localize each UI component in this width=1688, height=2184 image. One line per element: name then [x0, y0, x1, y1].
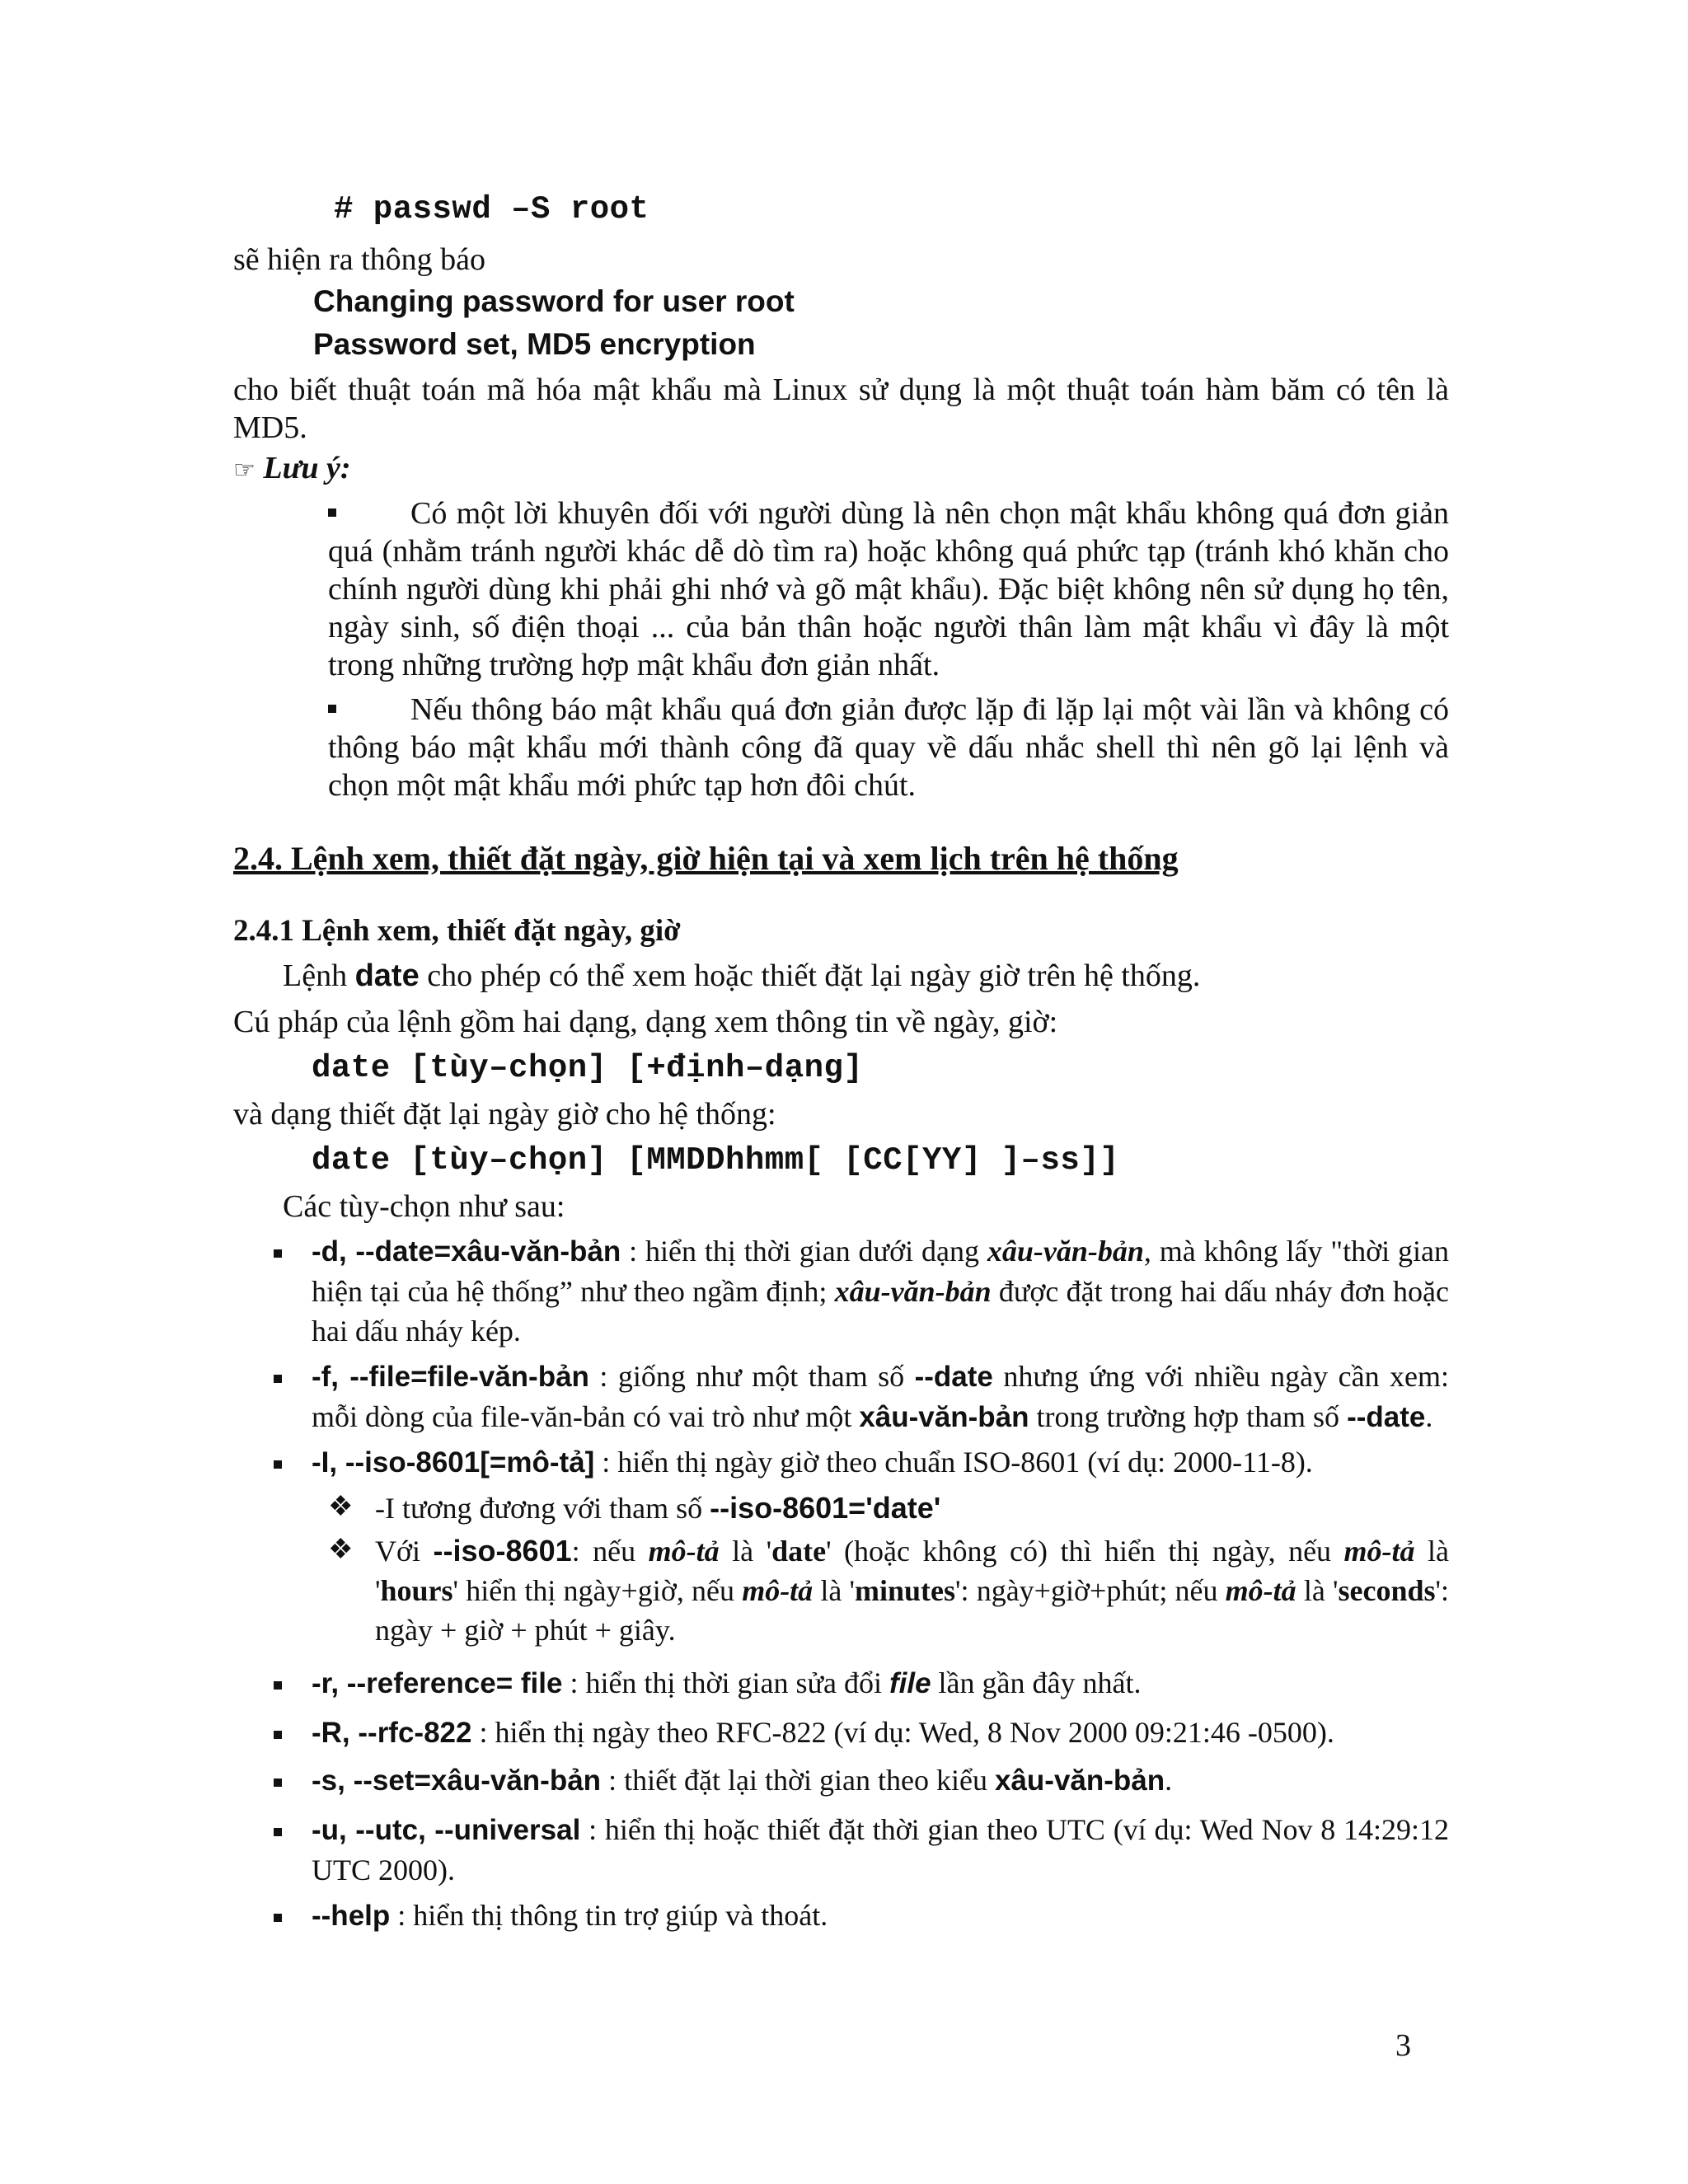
option-text: : hiển thị thời gian sửa đổi — [562, 1666, 889, 1699]
sub-item-iso-1 — [375, 1488, 1449, 1528]
sub-emphasis: mô-tả — [742, 1574, 814, 1607]
option-key: -d, --date=xâu-văn-bản — [312, 1235, 621, 1268]
option-emphasis: xâu-văn-bản — [834, 1275, 992, 1308]
option-file — [312, 1357, 1449, 1437]
option-utc — [312, 1810, 1449, 1890]
sub-text: ' hiển thị ngày+giờ, nếu — [452, 1574, 743, 1607]
sub-item-iso-2 — [375, 1531, 1449, 1650]
date-command: date — [354, 958, 420, 993]
square-bullet-icon — [328, 705, 336, 713]
note-item-text: Nếu thông báo mật khẩu quá đơn giản được lặp đi lặp lại một vài lần và không có thông báo mật khẩu mới thành công đã quay về dấu nhắc shell thì nên gõ lại lệnh và chọn một mật khẩu mới phức tạp hơn đôi chút. — [328, 692, 1449, 803]
subsection-heading-2-4-1: 2.4.1 Lệnh xem, thiết đặt ngày, giờ — [233, 914, 681, 948]
diamond-bullet-icon: ❖ — [328, 1492, 354, 1522]
option-set — [312, 1760, 1449, 1801]
option-text: : hiển thị thời gian dưới dạng — [621, 1235, 987, 1268]
option-key: --iso-8601='date' — [710, 1491, 941, 1525]
option-text: nhưng ứng với nhiều ngày cần xem: mỗi dòng của file-văn-bản có vai trò như một — [312, 1360, 1449, 1433]
option-text: . — [1425, 1400, 1433, 1433]
note-heading — [233, 450, 351, 486]
sub-text: ': ngày + giờ + phút + giây. — [375, 1574, 1450, 1647]
square-bullet-icon — [274, 1460, 282, 1469]
square-bullet-icon — [274, 1779, 282, 1787]
sub-text: -I tương đương với tham số — [375, 1492, 710, 1525]
sub-emphasis: mô-tả — [1343, 1535, 1415, 1568]
intro-text: cho phép có thể xem hoặc thiết đặt lại ngày giờ trên hệ thống. — [419, 958, 1201, 993]
square-bullet-icon — [274, 1681, 282, 1690]
option-text: : hiển thị thông tin trợ giúp và thoát. — [390, 1899, 828, 1932]
option-reference — [312, 1663, 1449, 1704]
sub-text: Với — [375, 1535, 434, 1568]
square-bullet-icon — [274, 1731, 282, 1739]
sub-emphasis: mô-tả — [648, 1535, 720, 1568]
sub-emphasis: date — [771, 1535, 827, 1568]
option-key: -I, --iso-8601[=mô-tả] — [312, 1446, 595, 1479]
option-date — [312, 1231, 1449, 1351]
sub-text: ' (hoặc không có) thì hiển thị ngày, nếu — [826, 1535, 1344, 1568]
sub-text: là ' — [719, 1535, 772, 1568]
option-text: được đặt trong hai dấu nháy đơn hoặc hai dấu nháy kép. — [312, 1275, 1450, 1347]
intro-line — [283, 958, 1200, 994]
syntax-intro: Cú pháp của lệnh gồm hai dạng, dạng xem thông tin về ngày, giờ: — [233, 1005, 1058, 1039]
option-help — [312, 1896, 1449, 1936]
sub-emphasis: mô-tả — [1225, 1574, 1296, 1607]
output-line-2: Password set, MD5 encryption — [313, 327, 756, 361]
pointing-hand-icon: ☞ — [233, 456, 256, 485]
square-bullet-icon — [274, 1914, 282, 1922]
diamond-bullet-icon: ❖ — [328, 1535, 354, 1565]
option-key: xâu-văn-bản — [995, 1765, 1165, 1797]
option-iso-8601 — [312, 1442, 1449, 1483]
option-key: -R, --rfc-822 — [312, 1717, 472, 1749]
text-line: sẽ hiện ra thông báo — [233, 242, 486, 277]
option-text: . — [1165, 1764, 1173, 1797]
square-bullet-icon — [274, 1375, 282, 1383]
option-key: -u, --utc, --universal — [312, 1814, 581, 1846]
sub-text: là ' — [375, 1535, 1450, 1607]
option-key: -s, --set=xâu-văn-bản — [312, 1765, 602, 1797]
option-text: : hiển thị hoặc thiết đặt thời gian theo UTC (ví dụ: Wed Nov 8 14:29:12 UTC 2000). — [312, 1813, 1449, 1886]
option-key: file — [889, 1667, 931, 1699]
sub-emphasis: hours — [380, 1574, 453, 1607]
option-emphasis: xâu-văn-bản — [987, 1235, 1144, 1268]
option-text: lần gần đây nhất. — [931, 1666, 1142, 1699]
sub-emphasis: seconds — [1338, 1574, 1436, 1607]
syntax-set-intro: và dạng thiết đặt lại ngày giờ cho hệ thống: — [233, 1097, 776, 1132]
option-key: --date — [914, 1361, 993, 1393]
page-number: 3 — [1395, 2028, 1411, 2063]
note-item-text: Có một lời khuyên đối với người dùng là nên chọn mật khẩu không quá đơn giản quá (nhằm tránh người khác dễ dò tìm ra) hoặc không quá phức tạp (tránh khó khăn cho chính người dùng khi phải ghi nhớ và gõ mật khẩu). Đặc biệt không nên sử dụng họ tên, ngày sinh, số điện thoại ... của bản thân hoặc người thân làm mật khẩu vì đây là một trong những trường hợp mật khẩu đơn giản nhất. — [328, 496, 1449, 682]
option-key: --help — [312, 1900, 391, 1932]
option-key: --date — [1347, 1401, 1426, 1433]
code-syntax-view: date [tùy–chọn] [+định–dạng] — [312, 1050, 864, 1086]
sub-text: : nếu — [571, 1535, 649, 1568]
option-rfc-822 — [312, 1713, 1449, 1753]
option-text: trong trường hợp tham số — [1029, 1400, 1348, 1433]
sub-text: là ' — [1296, 1574, 1339, 1607]
paragraph-md5: cho biết thuật toán mã hóa mật khẩu mà Linux sử dụng là một thuật toán hàm băm có tên là MD5. — [233, 373, 1449, 445]
note-title: Lưu ý: — [263, 451, 351, 485]
code-passwd: # passwd –S root — [334, 191, 649, 227]
output-line-1: Changing password for user root — [313, 284, 795, 318]
option-key: --iso-8601 — [433, 1534, 572, 1568]
square-bullet-icon — [274, 1249, 282, 1258]
option-key: -f, --file=file-văn-bản — [312, 1361, 589, 1393]
note-item-1 — [328, 494, 1449, 684]
sub-text: ': ngày+giờ+phút; nếu — [955, 1574, 1226, 1607]
note-item-2 — [328, 691, 1449, 804]
square-bullet-icon — [274, 1828, 282, 1836]
section-heading-2-4: 2.4. Lệnh xem, thiết đặt ngày, giờ hiện tại và xem lịch trên hệ thống — [233, 840, 1179, 877]
option-text: , mà không lấy "thời gian hiện tại của hệ thống” như theo ngầm định; — [312, 1235, 1449, 1308]
option-text: : hiển thị ngày giờ theo chuẩn ISO-8601 (ví dụ: 2000-11-8). — [594, 1446, 1313, 1479]
sub-text: là ' — [813, 1574, 856, 1607]
square-bullet-icon — [328, 509, 336, 517]
option-text: : hiển thị ngày theo RFC-822 (ví dụ: Wed, 8 Nov 2000 09:21:46 -0500). — [471, 1716, 1334, 1749]
options-intro: Các tùy-chọn như sau: — [283, 1189, 565, 1224]
sub-emphasis: minutes — [855, 1574, 956, 1607]
option-text: : giống như một tham số — [588, 1360, 915, 1393]
intro-text: Lệnh — [283, 958, 355, 993]
code-syntax-set: date [tùy–chọn] [MMDDhhmm[ [CC[YY] ]–ss]] — [312, 1142, 1120, 1179]
option-key: xâu-văn-bản — [859, 1401, 1029, 1433]
option-text: : thiết đặt lại thời gian theo kiểu — [601, 1764, 995, 1797]
option-key: -r, --reference= file — [312, 1667, 563, 1699]
